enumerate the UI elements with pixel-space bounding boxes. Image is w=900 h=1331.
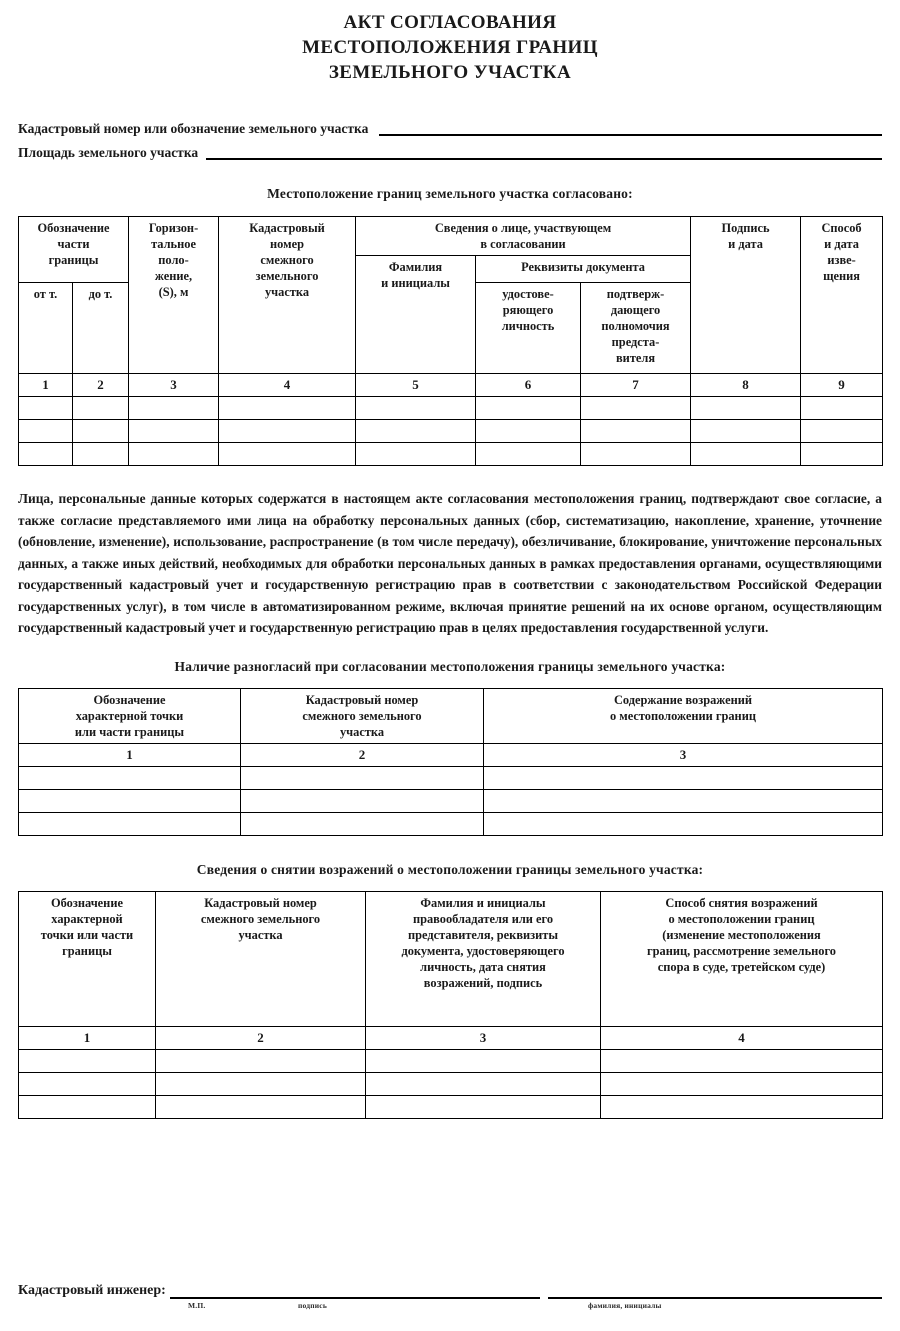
cell-empty[interactable] <box>366 1072 601 1095</box>
header-notification-method-date: Способ и дата изве- щения <box>801 217 883 374</box>
approval-header-row-1 <box>19 217 883 256</box>
disagreements-table <box>18 688 883 836</box>
cell-empty[interactable] <box>691 443 801 466</box>
cell-empty[interactable] <box>601 1072 883 1095</box>
cell-empty[interactable] <box>19 443 73 466</box>
signature-caption: подпись <box>298 1301 327 1310</box>
engineer-signature-input[interactable] <box>170 1284 540 1299</box>
table-row <box>19 766 883 789</box>
cell-empty[interactable] <box>601 1095 883 1118</box>
disagreements-header-row <box>19 688 883 743</box>
title-line-1: АКТ СОГЛАСОВАНИЯ <box>343 12 557 33</box>
cell-empty[interactable] <box>356 420 476 443</box>
col-number-3: 3 <box>129 374 219 397</box>
cell-empty[interactable] <box>801 420 883 443</box>
cell-empty[interactable] <box>484 812 883 835</box>
withdrawal-table <box>18 891 883 1119</box>
cell-empty[interactable] <box>241 812 484 835</box>
withdrawal-column-number-row <box>19 1026 883 1049</box>
field-cadastral-number <box>18 121 882 136</box>
header-fields <box>0 121 900 160</box>
field-area <box>18 145 882 160</box>
engineer-label: Кадастровый инженер: <box>18 1283 166 1298</box>
header-surname-initials: Фамилия и инициалы <box>356 256 476 374</box>
cell-empty[interactable] <box>129 397 219 420</box>
cell-empty[interactable] <box>19 1095 156 1118</box>
cell-empty[interactable] <box>241 766 484 789</box>
cell-empty[interactable] <box>581 420 691 443</box>
cell-empty[interactable] <box>366 1049 601 1072</box>
name-caption: фамилия, инициалы <box>588 1301 662 1310</box>
header-objection-content: Содержание возражений о местоположении границ <box>484 688 883 743</box>
col-number-2: 2 <box>156 1026 366 1049</box>
col-number-1: 1 <box>19 1026 156 1049</box>
col-number-8: 8 <box>691 374 801 397</box>
cell-empty[interactable] <box>366 1095 601 1118</box>
header-point-designation: Обозначение характерной точки или части границы <box>19 891 156 1026</box>
approval-section-heading: Местоположение границ земельного участка согласовано: <box>267 186 633 201</box>
col-number-1: 1 <box>19 743 241 766</box>
cell-empty[interactable] <box>219 420 356 443</box>
table-row <box>19 1049 883 1072</box>
cell-empty[interactable] <box>73 420 129 443</box>
cell-empty[interactable] <box>476 443 581 466</box>
col-number-4: 4 <box>601 1026 883 1049</box>
header-cadastral-number: Кадастровый номер смежного земельного участка <box>241 688 484 743</box>
engineer-name-input[interactable] <box>548 1284 882 1299</box>
cell-empty[interactable] <box>156 1095 366 1118</box>
col-number-4: 4 <box>219 374 356 397</box>
cell-empty[interactable] <box>129 443 219 466</box>
field-label-area: Площадь земельного участка <box>18 145 199 160</box>
table-row <box>19 443 883 466</box>
cell-empty[interactable] <box>581 443 691 466</box>
header-owner-details: Фамилия и инициалы правообладателя или его представителя, реквизиты документа, удостоверяющего личность, дата снятия возражений, подпись <box>366 891 601 1026</box>
cell-empty[interactable] <box>19 766 241 789</box>
header-signature-date: Подпись и дата <box>691 217 801 374</box>
cell-empty[interactable] <box>19 420 73 443</box>
table-row <box>19 1072 883 1095</box>
seal-caption: М.П. <box>188 1301 206 1310</box>
cadastral-number-input[interactable] <box>379 121 882 136</box>
cell-empty[interactable] <box>156 1049 366 1072</box>
footer-captions <box>18 1301 882 1315</box>
col-number-6: 6 <box>476 374 581 397</box>
table-row <box>19 420 883 443</box>
cell-empty[interactable] <box>356 397 476 420</box>
page-title <box>0 10 900 85</box>
col-number-7: 7 <box>581 374 691 397</box>
cell-empty[interactable] <box>241 789 484 812</box>
table-row <box>19 789 883 812</box>
header-person-info: Сведения о лице, участвующем в согласовании <box>356 217 691 256</box>
cell-empty[interactable] <box>73 443 129 466</box>
cell-empty[interactable] <box>129 420 219 443</box>
cell-empty[interactable] <box>19 812 241 835</box>
title-line-3: ЗЕМЕЛЬНОГО УЧАСТКА <box>328 62 572 83</box>
header-cadastral-number: Кадастровый номер смежного земельного участка <box>219 217 356 374</box>
col-number-1: 1 <box>19 374 73 397</box>
header-document-details: Реквизиты документа <box>476 256 691 283</box>
cell-empty[interactable] <box>581 397 691 420</box>
header-cadastral-number: Кадастровый номер смежного земельного участка <box>156 891 366 1026</box>
cell-empty[interactable] <box>73 397 129 420</box>
header-point-designation: Обозначение характерной точки или части границы <box>19 688 241 743</box>
cell-empty[interactable] <box>484 766 883 789</box>
header-horizontal-position: Горизон- тальное поло- жение, (S), м <box>129 217 219 374</box>
cell-empty[interactable] <box>156 1072 366 1095</box>
header-identity-document: удостове- ряющего личность <box>476 283 581 374</box>
approval-table <box>18 216 883 466</box>
header-withdrawal-method: Способ снятия возражений о местоположении границ (изменение местоположения границ, рассмотрение земельного спора в суде, третейском суде) <box>601 891 883 1026</box>
table-row <box>19 812 883 835</box>
title-line-2: МЕСТОПОЛОЖЕНИЯ ГРАНИЦ <box>302 37 598 58</box>
engineer-signature-row <box>18 1283 882 1299</box>
withdrawal-section-heading: Сведения о снятии возражений о местоположении границы земельного участка: <box>196 861 704 877</box>
col-number-2: 2 <box>241 743 484 766</box>
col-number-5: 5 <box>356 374 476 397</box>
header-from-point: от т. <box>19 283 73 374</box>
field-label-cadastral-number: Кадастровый номер или обозначение земельного участка <box>18 121 369 136</box>
cell-empty[interactable] <box>801 443 883 466</box>
cell-empty[interactable] <box>801 397 883 420</box>
approval-column-number-row <box>19 374 883 397</box>
cell-empty[interactable] <box>19 789 241 812</box>
cell-empty[interactable] <box>19 397 73 420</box>
withdrawal-header-row <box>19 891 883 1026</box>
cell-empty[interactable] <box>476 420 581 443</box>
cell-empty[interactable] <box>356 443 476 466</box>
header-authority-document: подтверж- дающего полномочия предста- вителя <box>581 283 691 374</box>
cell-empty[interactable] <box>484 789 883 812</box>
cell-empty[interactable] <box>19 1049 156 1072</box>
col-number-3: 3 <box>484 743 883 766</box>
col-number-9: 9 <box>801 374 883 397</box>
consent-paragraph: Лица, персональные данные которых содержатся в настоящем акте согласования местоположения границ, подтверждают свое согласие, а также согласие представляемого ими лица на обработку персональных данных (сбор, систематизацию, накопление, хранение, уточнение (обновление, изменение), использование, распространение (в том числе передачу), обезличивание, блокирование, уничтожение персональных данных, а также иных действий, необходимых для обработки персональных данных в рамках предоставления органами, осуществляющими государственный кадастровый учет и государственную регистрацию прав в соответствии с законодательством Российской Федерации государственных услуг), в том числе в автоматизированном режиме, включая принятие решений на их основе органом, осуществляющим государственный кадастровый учет и государственную регистрацию прав в целях предоставления государственной услуги. <box>18 491 882 635</box>
cell-empty[interactable] <box>601 1049 883 1072</box>
cell-empty[interactable] <box>476 397 581 420</box>
cell-empty[interactable] <box>219 443 356 466</box>
footer-signature-block <box>18 1283 882 1315</box>
cell-empty[interactable] <box>19 1072 156 1095</box>
col-number-2: 2 <box>73 374 129 397</box>
cell-empty[interactable] <box>691 420 801 443</box>
header-to-point: до т. <box>73 283 129 374</box>
cell-empty[interactable] <box>691 397 801 420</box>
header-part-designation: Обозначение части границы <box>19 217 129 283</box>
cell-empty[interactable] <box>219 397 356 420</box>
table-row <box>19 397 883 420</box>
col-number-3: 3 <box>366 1026 601 1049</box>
disagreements-column-number-row <box>19 743 883 766</box>
table-row <box>19 1095 883 1118</box>
disagreements-section-heading: Наличие разногласий при согласовании местоположения границы земельного участка: <box>174 658 726 674</box>
area-input[interactable] <box>206 145 882 160</box>
